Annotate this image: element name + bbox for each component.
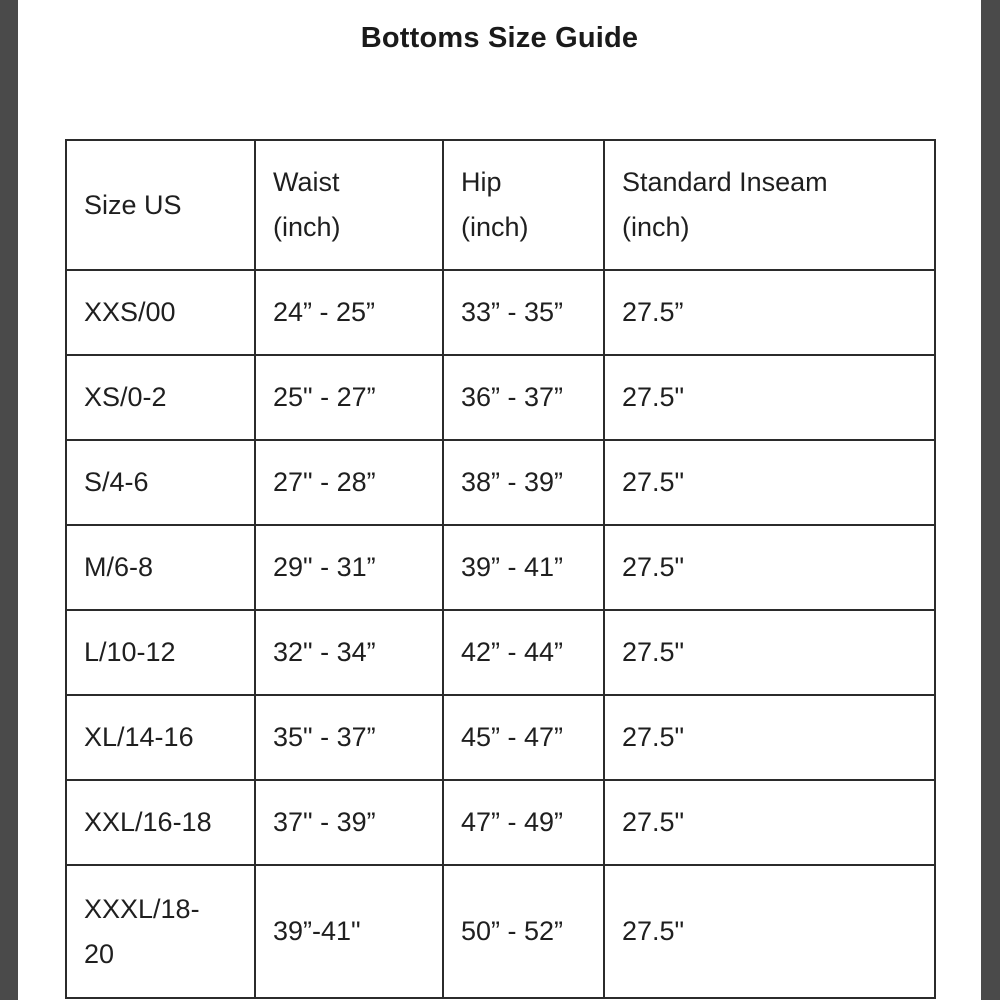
cell-waist: 32" - 34” <box>255 610 443 695</box>
cell-hip: 47” - 49” <box>443 780 604 865</box>
header-standard-inseam <box>604 140 935 270</box>
cell-size-line: 20 <box>84 938 115 969</box>
table-row <box>66 610 935 695</box>
table-row <box>66 695 935 780</box>
cell-size: XL/14-16 <box>66 695 255 780</box>
cell-hip: 50” - 52” <box>443 865 604 998</box>
cell-hip: 33” - 35” <box>443 270 604 355</box>
cell-hip: 45” - 47” <box>443 695 604 780</box>
header-label: Hip <box>461 167 502 197</box>
cell-waist: 35" - 37” <box>255 695 443 780</box>
cell-waist: 27" - 28” <box>255 440 443 525</box>
table-row <box>66 865 935 998</box>
cell-waist: 24” - 25” <box>255 270 443 355</box>
cell-waist: 29" - 31” <box>255 525 443 610</box>
cell-inseam: 27.5" <box>604 780 935 865</box>
table-row <box>66 780 935 865</box>
header-hip <box>443 140 604 270</box>
cell-size: L/10-12 <box>66 610 255 695</box>
table-row <box>66 355 935 440</box>
cell-hip: 36” - 37” <box>443 355 604 440</box>
header-size-us <box>66 140 255 270</box>
cell-inseam: 27.5" <box>604 865 935 998</box>
cell-waist: 37" - 39” <box>255 780 443 865</box>
cell-hip: 42” - 44” <box>443 610 604 695</box>
table-header-row <box>66 140 935 270</box>
header-unit: (inch) <box>461 212 529 242</box>
cell-inseam: 27.5" <box>604 440 935 525</box>
table-row <box>66 270 935 355</box>
table-row <box>66 525 935 610</box>
header-unit: (inch) <box>273 212 341 242</box>
table-row <box>66 440 935 525</box>
cell-inseam: 27.5" <box>604 610 935 695</box>
size-table <box>65 139 936 999</box>
cell-inseam: 27.5” <box>604 270 935 355</box>
cell-size: XS/0-2 <box>66 355 255 440</box>
cell-waist: 25" - 27” <box>255 355 443 440</box>
cell-hip: 39” - 41” <box>443 525 604 610</box>
header-waist <box>255 140 443 270</box>
header-label: Waist <box>273 167 340 197</box>
cell-size-line: XXXL/18- <box>84 893 200 924</box>
cell-waist: 39”-41" <box>255 865 443 998</box>
header-label: Standard Inseam <box>622 167 828 197</box>
cell-size: XXS/00 <box>66 270 255 355</box>
page-title: Bottoms Size Guide <box>360 22 639 54</box>
cell-inseam: 27.5" <box>604 695 935 780</box>
cell-size: XXL/16-18 <box>66 780 255 865</box>
cell-inseam: 27.5" <box>604 355 935 440</box>
cell-inseam: 27.5" <box>604 525 935 610</box>
cell-size: M/6-8 <box>66 525 255 610</box>
header-unit: (inch) <box>622 212 690 242</box>
header-label: Size US <box>84 189 182 220</box>
size-guide-page <box>18 0 981 1000</box>
cell-size: S/4-6 <box>66 440 255 525</box>
cell-size <box>66 865 255 998</box>
cell-hip: 38” - 39” <box>443 440 604 525</box>
